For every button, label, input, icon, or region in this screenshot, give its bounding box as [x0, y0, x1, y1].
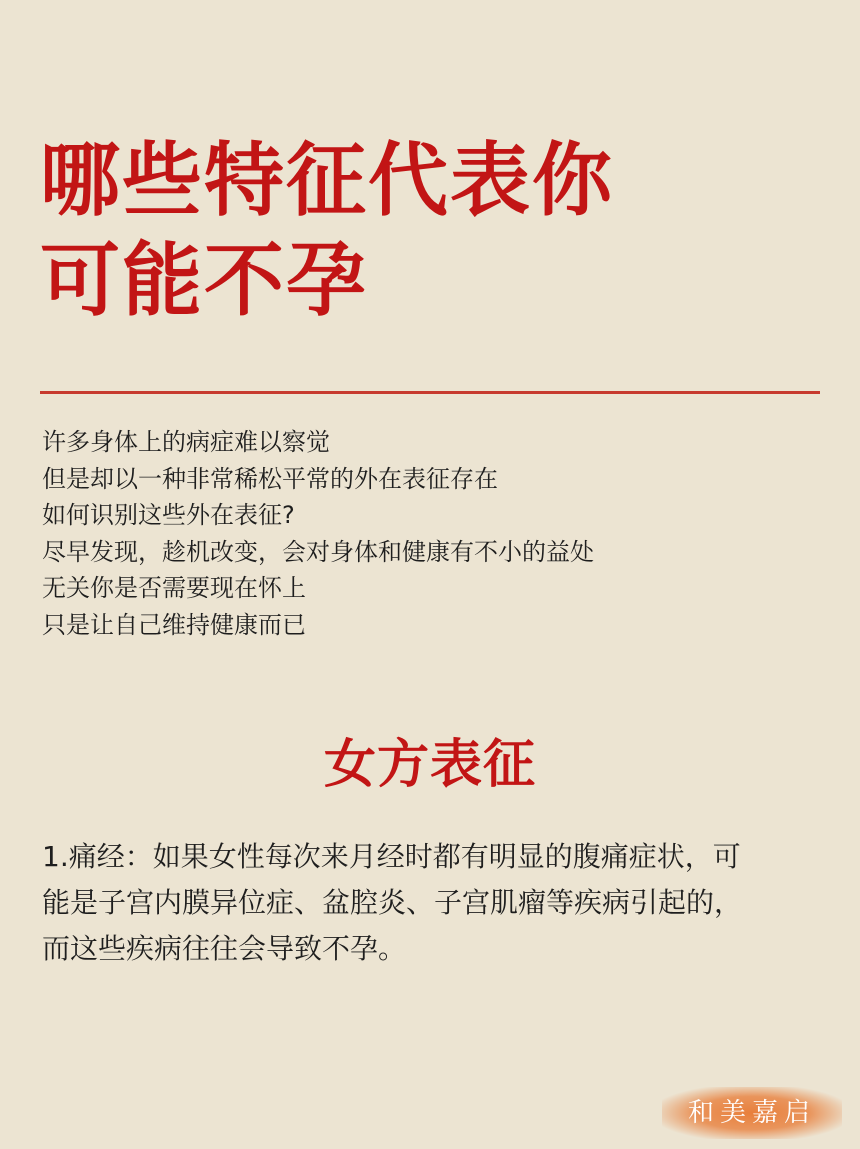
title-line-2: 可能不孕	[40, 233, 368, 327]
body-line: 能是子宫内膜异位症、盆腔炎、子宫肌瘤等疾病引起的，	[42, 886, 743, 919]
intro-line: 尽早发现，趁机改变，会对身体和健康有不小的益处	[42, 537, 594, 566]
body-line: 1.痛经：如果女性每次来月经时都有明显的腹痛症状，可	[42, 840, 741, 873]
watermark-logo: 和美嘉启	[662, 1087, 842, 1139]
intro-line: 许多身体上的病症难以察觉	[42, 428, 330, 456]
body-paragraph	[42, 834, 822, 972]
body-line: 而这些疾病往往会导致不孕。	[42, 932, 407, 965]
intro-line: 只是让自己维持健康而已	[42, 610, 306, 639]
title-line-1: 哪些特征代表你	[40, 133, 614, 227]
title-divider	[40, 391, 820, 394]
section-title: 女方表征	[323, 734, 536, 795]
intro-paragraph	[42, 424, 594, 643]
intro-line: 但是却以一种非常稀松平常的外在表征存在	[42, 464, 498, 493]
intro-line: 无关你是否需要现在怀上	[42, 574, 306, 602]
intro-line: 如何识别这些外在表征?	[42, 501, 295, 529]
page-title	[40, 130, 614, 330]
